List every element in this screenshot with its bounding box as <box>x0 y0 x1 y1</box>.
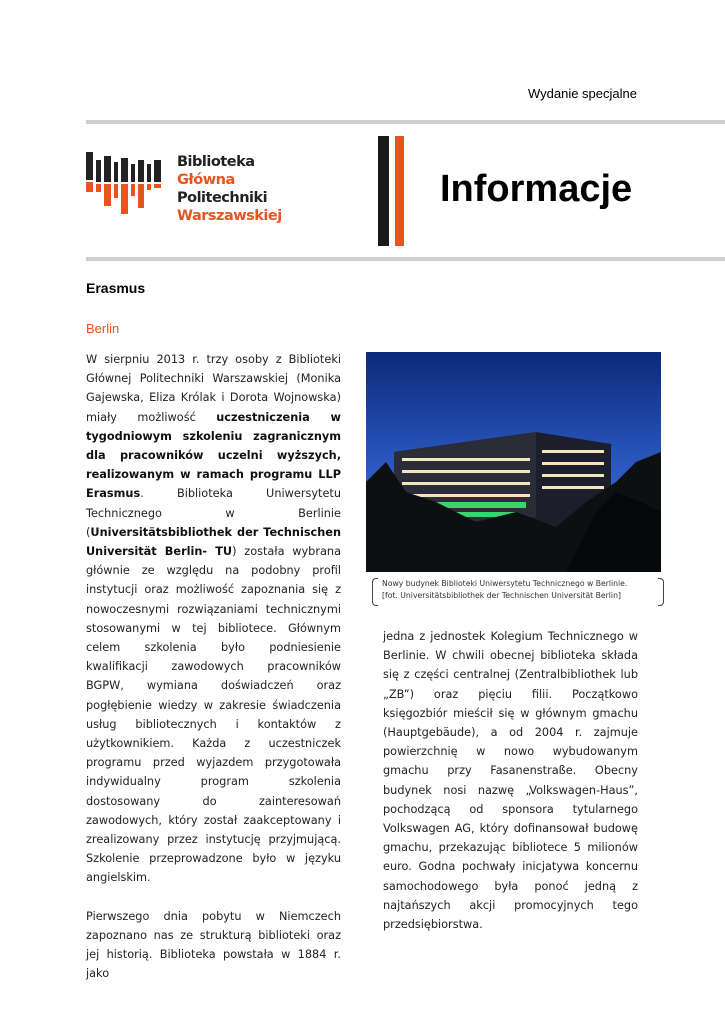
text-run-bold: Universitätsbibliothek der Technischen Universität Berlin- TU <box>86 525 341 559</box>
article-column-left <box>86 350 341 1003</box>
logo-wordmark <box>177 153 282 225</box>
logo-line-1: Biblioteka <box>177 154 255 170</box>
edition-label: Wydanie specjalne <box>527 86 637 101</box>
logo-line-2: Główna <box>177 172 235 188</box>
caption-bracket-left <box>372 578 378 606</box>
photo-caption <box>378 578 642 606</box>
text-run: W sierpniu 2013 r. trzy osoby z Biblioteki Głównej Politechniki Warszawskiej (Monika Gajewska, Eliza Królak i Dorota Wojnowska) miały możliwość <box>86 353 341 424</box>
paragraph-2: Pierwszego dnia pobytu w Niemczech zapoznano nas ze strukturą biblioteki oraz jej historią. Biblioteka powstała w 1884 r. jako <box>86 909 341 981</box>
logo-line-4: Warszawskiej <box>177 208 282 224</box>
paragraph-3: jedna z jednostek Kolegium Technicznego w Berlinie. W chwili obecnej biblioteka składa się z części centralnej (Zentralbibliothek lub „ZB”) oraz pięciu filii. Początkowo księgozbiór mieścił się w głównym gmachu (Hauptgebäude), a od 2004 r. zajmuje powierzchnię w nowo wybudowanym gmachu przy Fasanenstraße. Obecny budynek nosi nazwę „Volkswagen-Haus”, pochodzącą od sponsora tytularnego Volkswagen AG, który dofinansował budowę gmachu, przekazując bibliotece 5 milionów euro. Godna pochwały inicjatywa koncernu samochodowego była ponoć jedną z najtańszych akcji promocyjnych tego przedsiębiorstwa. <box>383 630 638 932</box>
masthead-title: Informacje <box>440 168 633 210</box>
text-run: . Biblioteka Uniwersytetu Technicznego w Berlinie ( <box>86 487 341 539</box>
library-building-photo <box>366 352 661 572</box>
caption-line-2: [fot. Universitätsbibliothek der Technischen Universität Berlin] <box>382 591 621 600</box>
text-run-bold: uczestniczenia w tygodniowym szkoleniu zagranicznym dla pracowników uczelni wyższych, realizowanym w ramach programu LLP Erasmus <box>86 410 341 501</box>
header-rule-top <box>86 120 725 124</box>
article-column-right <box>383 627 638 953</box>
masthead-bars-icon <box>378 136 408 246</box>
caption-line-1: Nowy budynek Biblioteki Uniwersytetu Technicznego w Berlinie. <box>382 579 628 588</box>
logo-line-3: Politechniki <box>177 190 268 206</box>
text-run: ) została wybrana głównie ze względu na podobny profil instytucji oraz możliwość zapoznania się z nowoczesnymi rozwiązaniami technicznymi stosowanymi w tej bibliotece. Głównym celem szkolenia było podniesienie kwalifikacji zawodowych pracowników BGPW, wymiana doświadczeń oraz pogłębienie wiedzy w zakresie świadczenia usług bibliotecznych i kontaktów z użytkownikiem. Każda z uczestniczek programu przed wyjazdem przygotowała indywidualny program szkolenia dostosowany do zainteresowań zawodowych, który został zaakceptowany i zrealizowany przez instytucję przyjmującą. Szkolenie przeprowadzone było w języku angielskim. <box>86 545 341 885</box>
subsection-heading: Berlin <box>86 321 120 336</box>
header-rule-bottom <box>86 257 725 261</box>
caption-bracket-right <box>658 578 664 606</box>
section-heading: Erasmus <box>86 280 146 296</box>
paragraph-1 <box>86 350 341 888</box>
